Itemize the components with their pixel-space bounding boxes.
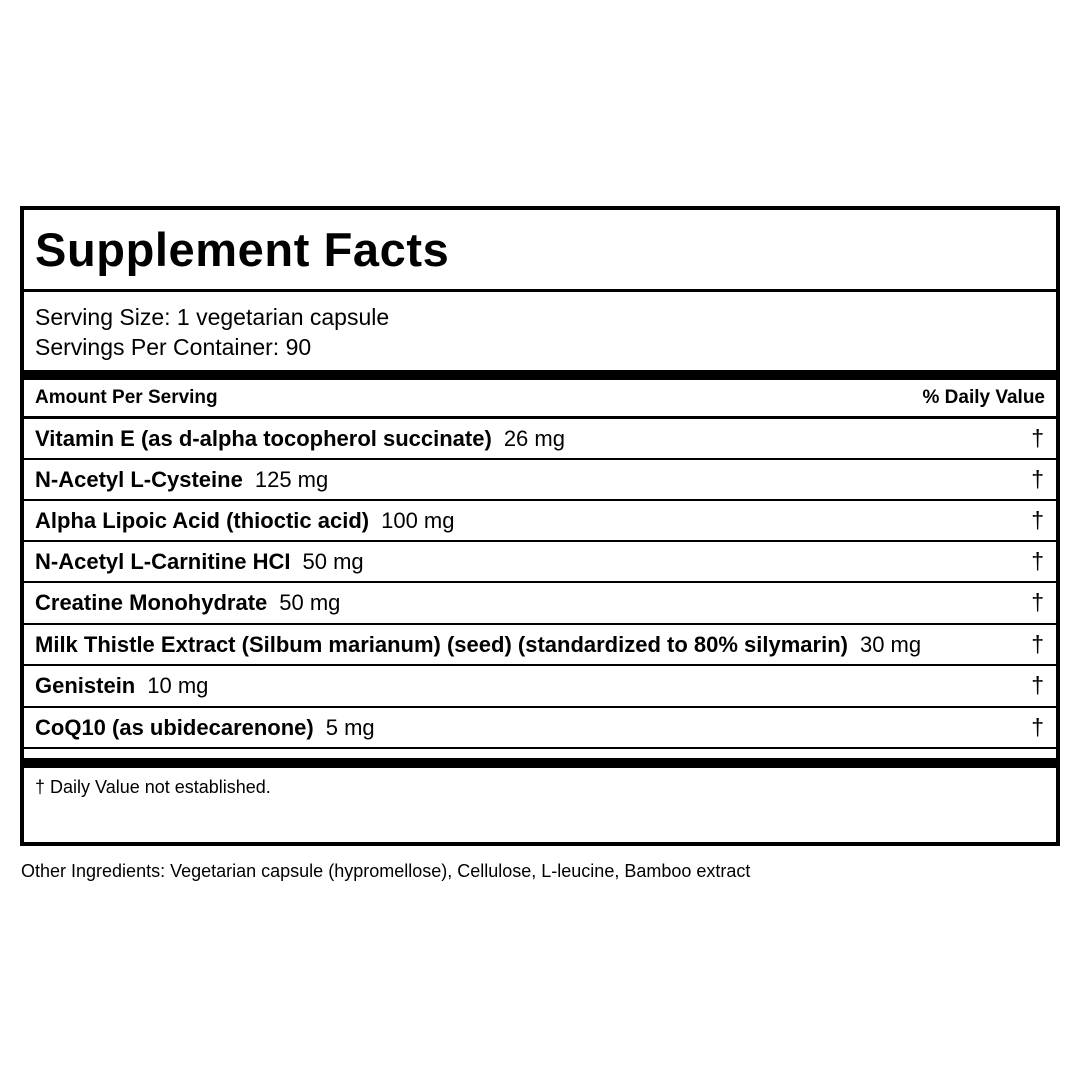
daily-value-mark: † xyxy=(1031,631,1044,657)
ingredient-amount: 5 mg xyxy=(325,715,375,740)
ingredient-amount: 50 mg xyxy=(302,549,364,574)
servings-per-container: Servings Per Container: 90 xyxy=(35,334,312,360)
ingredient-amount: 100 mg xyxy=(381,508,455,533)
daily-value-mark: † xyxy=(1031,507,1044,533)
daily-value-mark: † xyxy=(1031,589,1044,615)
panel-title: Supplement Facts xyxy=(35,223,450,276)
serving-size: Serving Size: 1 vegetarian capsule xyxy=(35,304,390,330)
ingredient-name: Alpha Lipoic Acid (thioctic acid) xyxy=(35,508,370,533)
ingredient-name: Creatine Monohydrate xyxy=(35,590,268,615)
ingredient-name: N-Acetyl L-Carnitine HCI xyxy=(35,549,291,574)
daily-value-mark: † xyxy=(1031,466,1044,492)
ingredient-row xyxy=(24,460,1056,499)
daily-value-header: % Daily Value xyxy=(922,387,1045,408)
ingredient-row xyxy=(24,708,1056,747)
thick-divider xyxy=(24,370,1056,380)
amount-per-serving-header: Amount Per Serving xyxy=(35,387,218,408)
ingredient-name: Milk Thistle Extract (Silbum marianum) (seed) (standardized to 80% silymarin) xyxy=(35,632,848,657)
ingredient-name: N-Acetyl L-Cysteine xyxy=(35,467,243,492)
daily-value-mark: † xyxy=(1031,425,1044,451)
ingredient-amount: 50 mg xyxy=(279,590,341,615)
ingredient-amount: 30 mg xyxy=(859,632,922,657)
daily-value-mark: † xyxy=(1031,714,1044,740)
ingredient-row xyxy=(24,542,1056,581)
other-ingredients: Other Ingredients: Vegetarian capsule (hypromellose), Cellulose, L-leucine, Bamboo extract xyxy=(21,861,751,881)
ingredient-name: Genistein xyxy=(35,673,136,698)
thick-divider xyxy=(24,758,1056,768)
ingredient-row xyxy=(24,583,1056,622)
ingredient-row xyxy=(24,666,1056,705)
ingredient-amount: 10 mg xyxy=(147,673,209,698)
divider xyxy=(24,289,1056,292)
ingredient-row xyxy=(24,419,1056,458)
supplement-facts-panel xyxy=(20,206,1060,846)
ingredient-amount: 125 mg xyxy=(254,467,329,492)
row-divider xyxy=(24,747,1056,749)
daily-value-mark: † xyxy=(1031,672,1044,698)
daily-value-mark: † xyxy=(1031,548,1044,574)
ingredient-name: CoQ10 (as ubidecarenone) xyxy=(35,715,314,740)
ingredient-row xyxy=(24,625,1056,664)
ingredient-amount: 26 mg xyxy=(503,426,565,451)
ingredient-row xyxy=(24,501,1056,540)
daily-value-footnote: † Daily Value not established. xyxy=(35,777,271,797)
ingredient-name: Vitamin E (as d-alpha tocopherol succinate) xyxy=(35,426,492,451)
